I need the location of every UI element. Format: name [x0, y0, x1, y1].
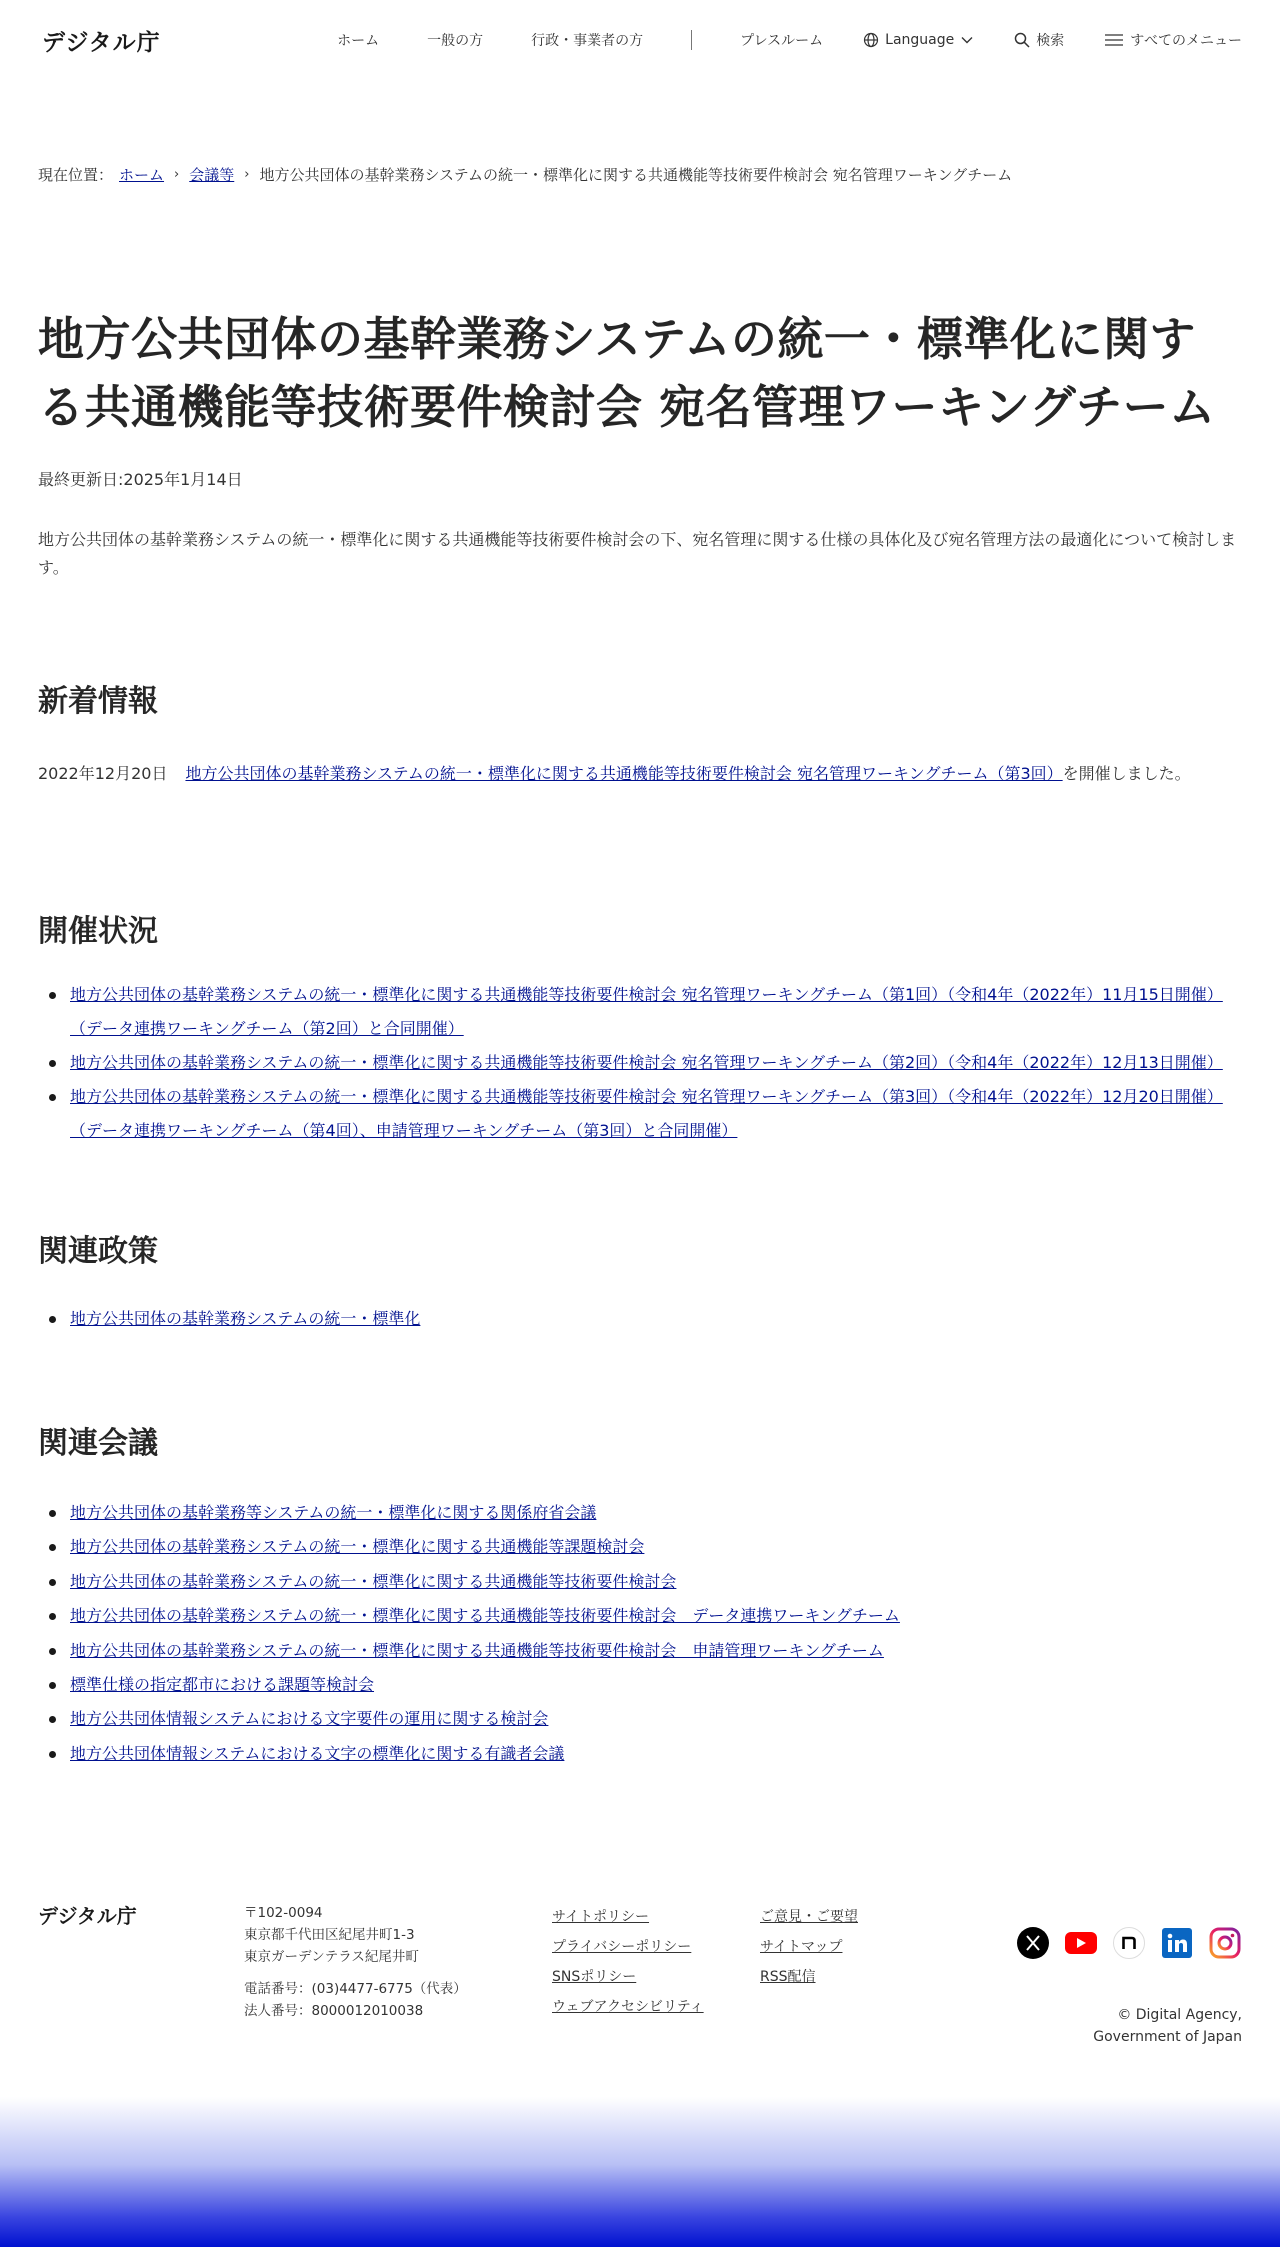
meeting-link-2[interactable]: 地方公共団体の基幹業務システムの統一・標準化に関する共通機能等課題検討会	[70, 1537, 645, 1557]
note-icon[interactable]	[1112, 1926, 1146, 1960]
copyright-line2: Government of Japan	[1093, 2029, 1242, 2045]
site-header	[0, 0, 1280, 80]
nav-all-menu-label: すべてのメニュー	[1130, 33, 1242, 49]
list-item	[38, 1634, 1242, 1668]
nav-search[interactable]	[1014, 30, 1064, 50]
copyright	[1093, 2004, 1242, 2048]
nav-language[interactable]	[863, 32, 974, 48]
list-item	[38, 1599, 1242, 1633]
footer-link-accessibility[interactable]: ウェブアクセシビリティ	[552, 1999, 704, 2015]
footer-logo[interactable]: デジタル庁	[38, 1904, 137, 1928]
list-item	[38, 1496, 1242, 1530]
nav-all-menu[interactable]	[1104, 30, 1242, 50]
breadcrumb-home-link[interactable]: ホーム	[119, 166, 165, 184]
status-heading: 開催状況	[38, 914, 158, 949]
list-item	[38, 1046, 1242, 1080]
footer-links-col2	[760, 1902, 858, 1992]
news-heading: 新着情報	[38, 684, 158, 719]
footer-links-col1	[552, 1902, 704, 2022]
status-link-1[interactable]: 地方公共団体の基幹業務システムの統一・標準化に関する共通機能等技術要件検討会 宛名管理ワーキングチーム（第1回）（令和4年（2022年）11月15日開催）（データ連携ワーキングチーム（第2回）と合同開催）	[70, 985, 1223, 1038]
linkedin-icon[interactable]	[1160, 1926, 1194, 1960]
meeting-link-6[interactable]: 標準仕様の指定都市における課題等検討会	[70, 1675, 375, 1695]
news-suffix: を開催しました。	[1062, 764, 1191, 783]
footer-link-sitemap[interactable]: サイトマップ	[760, 1939, 843, 1955]
list-item	[38, 1080, 1242, 1148]
footer-address	[244, 1902, 467, 2022]
site-logo[interactable]: デジタル庁	[42, 29, 161, 56]
youtube-icon[interactable]	[1064, 1926, 1098, 1960]
meetings-list	[38, 1496, 1242, 1771]
footer-address-gap	[244, 1968, 467, 1978]
list-item	[38, 1668, 1242, 1702]
last-updated: 最終更新日:2025年1月14日	[38, 470, 243, 489]
policy-link-1[interactable]: 地方公共団体の基幹業務システムの統一・標準化	[70, 1309, 421, 1328]
nav-press[interactable]: プレスルーム	[740, 33, 824, 49]
footer-link-site-policy[interactable]: サイトポリシー	[552, 1909, 650, 1925]
list-item	[38, 1702, 1242, 1736]
social-links	[1016, 1926, 1242, 1960]
breadcrumb-current: 地方公共団体の基幹業務システムの統一・標準化に関する共通機能等技術要件検討会 宛名管理ワーキングチーム	[259, 166, 1013, 184]
news-item	[38, 760, 1242, 788]
nav-search-label: 検索	[1036, 33, 1065, 49]
breadcrumb	[0, 164, 1280, 185]
breadcrumb-meetings-link[interactable]: 会議等	[189, 166, 235, 184]
footer-link-rss[interactable]: RSS配信	[760, 1969, 816, 1985]
meeting-link-4[interactable]: 地方公共団体の基幹業務システムの統一・標準化に関する共通機能等技術要件検討会 データ連携ワーキングチーム	[70, 1606, 900, 1626]
instagram-icon[interactable]	[1208, 1926, 1242, 1960]
chevron-down-icon	[960, 33, 974, 47]
search-icon	[1014, 32, 1030, 48]
news-date: 2022年12月20日	[38, 764, 168, 783]
meeting-link-7[interactable]: 地方公共団体情報システムにおける文字要件の運用に関する検討会	[70, 1709, 549, 1729]
nav-business[interactable]: 行政・事業者の方	[531, 33, 644, 49]
nav-language-label: Language	[885, 32, 955, 48]
nav-general[interactable]: 一般の方	[427, 33, 484, 49]
footer-link-privacy-policy[interactable]: プライバシーポリシー	[552, 1939, 692, 1955]
policy-list	[38, 1302, 1242, 1336]
breadcrumb-prefix: 現在位置：	[38, 166, 114, 184]
global-nav	[337, 30, 1242, 50]
footer-address-line1: 東京都千代田区紀尾井町1-3	[244, 1927, 415, 1943]
meeting-link-5[interactable]: 地方公共団体の基幹業務システムの統一・標準化に関する共通機能等技術要件検討会 申請管理ワーキングチーム	[70, 1640, 884, 1660]
meeting-link-3[interactable]: 地方公共団体の基幹業務システムの統一・標準化に関する共通機能等技術要件検討会	[70, 1571, 677, 1591]
meeting-link-8[interactable]: 地方公共団体情報システムにおける文字の標準化に関する有識者会議	[70, 1743, 565, 1763]
nav-divider	[691, 30, 692, 50]
footer-link-sns-policy[interactable]: SNSポリシー	[552, 1969, 637, 1985]
hamburger-menu-icon	[1104, 33, 1124, 47]
footer-corp-number: 法人番号：8000012010038	[244, 2003, 424, 2019]
status-link-3[interactable]: 地方公共団体の基幹業務システムの統一・標準化に関する共通機能等技術要件検討会 宛名管理ワーキングチーム（第3回）（令和4年（2022年）12月20日開催）（データ連携ワーキングチーム（第4回）、申請管理ワーキングチーム（第3回）と合同開催）	[70, 1087, 1223, 1140]
status-list	[38, 978, 1242, 1148]
list-item	[38, 1737, 1242, 1771]
list-item	[38, 978, 1242, 1046]
list-item	[38, 1565, 1242, 1599]
page-title: 地方公共団体の基幹業務システムの統一・標準化に関する共通機能等技術要件検討会 宛名管理ワーキングチーム	[38, 312, 1216, 434]
status-link-2[interactable]: 地方公共団体の基幹業務システムの統一・標準化に関する共通機能等技術要件検討会 宛名管理ワーキングチーム（第2回）（令和4年（2022年）12月13日開催）	[70, 1053, 1223, 1072]
site-footer	[0, 1896, 1280, 2056]
chevron-right-icon: ›	[174, 167, 180, 182]
footer-address-line2: 東京ガーデンテラス紀尾井町	[244, 1949, 419, 1965]
list-item	[38, 1530, 1242, 1564]
news-link[interactable]: 地方公共団体の基幹業務システムの統一・標準化に関する共通機能等技術要件検討会 宛名管理ワーキングチーム（第3回）	[185, 764, 1063, 783]
policy-heading: 関連政策	[38, 1234, 158, 1269]
main-content	[0, 305, 1280, 1771]
globe-icon	[863, 32, 879, 48]
footer-postal: 〒102-0094	[244, 1905, 323, 1921]
copyright-line1: © Digital Agency,	[1117, 2007, 1242, 2023]
lead-text: 地方公共団体の基幹業務システムの統一・標準化に関する共通機能等技術要件検討会の下、宛名管理に関する仕様の具体化及び宛名管理方法の最適化について検討します。	[38, 530, 1237, 577]
footer-link-feedback[interactable]: ご意見・ご要望	[760, 1909, 858, 1925]
footer-gradient-band	[0, 2097, 1280, 2247]
nav-home[interactable]: ホーム	[337, 33, 380, 49]
chevron-right-icon: ›	[244, 167, 250, 182]
list-item	[38, 1302, 1242, 1336]
meeting-link-1[interactable]: 地方公共団体の基幹業務等システムの統一・標準化に関する関係府省会議	[70, 1503, 597, 1522]
x-icon[interactable]	[1016, 1926, 1050, 1960]
footer-phone: 電話番号：(03)4477-6775（代表）	[244, 1981, 467, 1997]
meetings-heading: 関連会議	[38, 1426, 158, 1461]
